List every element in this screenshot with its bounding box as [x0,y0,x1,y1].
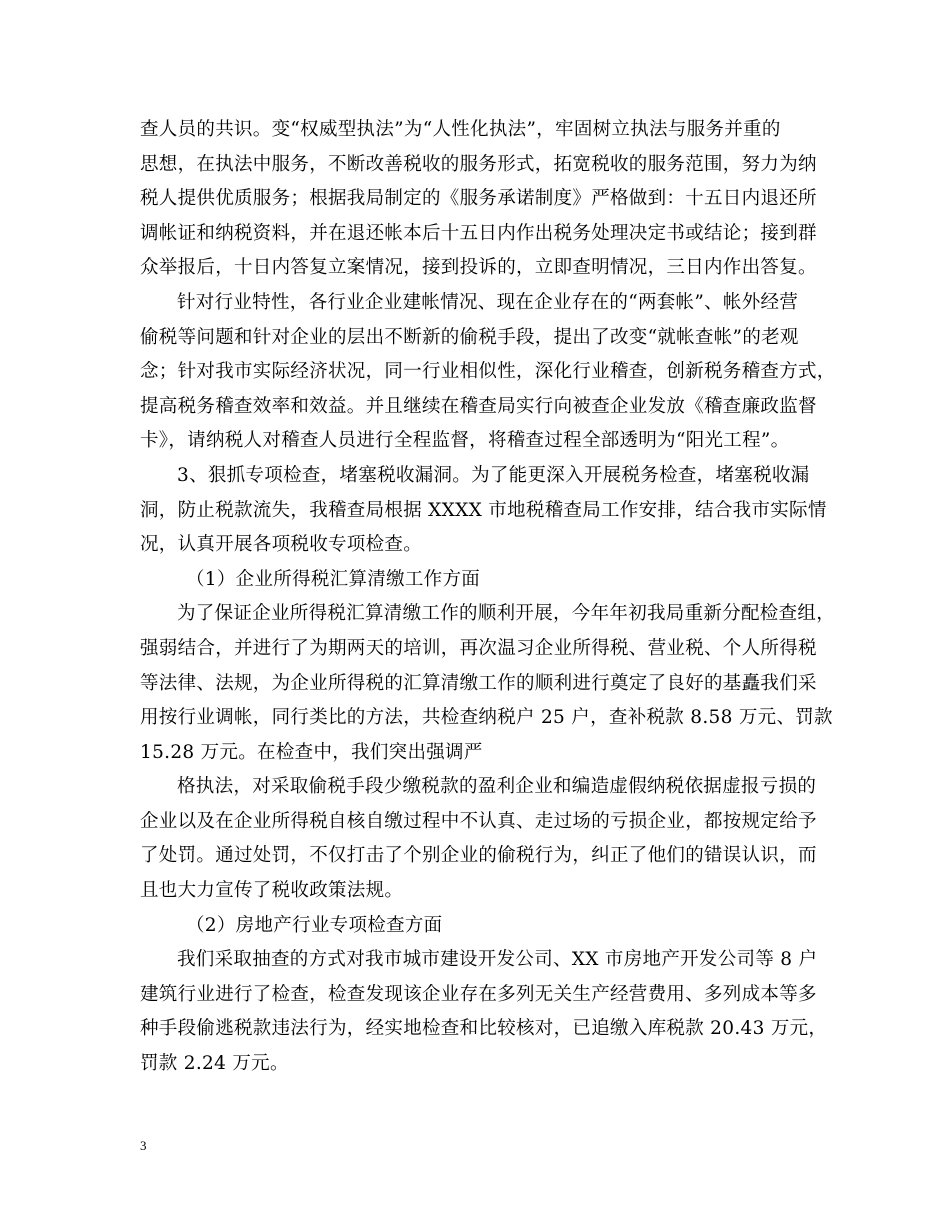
text-line: 企业以及在企业所得税自核自缴过程中不认真、走过场的亏损企业，都按规定给予 [140,810,817,832]
text-line: 洞，防止税款流失，我稽查局根据 XXXX 市地税稽查局工作安排，结合我市实际情 [140,499,827,521]
text-line: 我们采取抽查的方式对我市城市建设开发公司、XX 市房地产开发公司等 8 户 [177,949,818,971]
document-body [140,113,836,1082]
text-line: 针对行业特性，各行业企业建帐情况、现在企业存在的“两套帐”、帐外经营 [177,291,799,313]
text-line: 念；针对我市实际经济状况，同一行业相似性，深化行业稽查，创新税务稽查方式， [140,361,836,383]
text-line: 建筑行业进行了检查，检查发现该企业存在多列无关生产经营费用、多列成本等多 [140,983,817,1005]
text-line: 提高税务稽查效率和效益。并且继续在稽查局实行向被查企业发放《稽查廉政监督 [140,395,817,417]
text-line: 用按行业调帐，同行类比的方法，共检查纳税户 25 户，查补税款 8.58 万元、罚款 [140,707,833,729]
text-line: 且也大力宣传了税收政策法规。 [140,880,404,902]
subheading-1 [140,563,820,598]
text-line: 格执法，对采取偷税手段少缴税款的盈利企业和编造虚假纳税依据虚报亏损的 [177,776,817,798]
text-line: 偷税等问题和针对企业的层出不断新的偷税手段，提出了改变“就帐查帐”的老观 [140,326,799,348]
paragraph-1 [140,113,820,286]
text-line: 思想，在执法中服务，不断改善税收的服务形式，拓宽税收的服务范围，努力为纳 [140,153,817,175]
text-line: 15.28 万元。在检查中，我们突出强调严 [140,741,483,763]
subheading-text: （2）房地产行业专项检查方面 [186,914,443,936]
paragraph-2 [140,286,836,459]
text-line: 强弱结合，并进行了为期两天的培训，再次温习企业所得税、营业税、个人所得税 [140,637,817,659]
text-line: 况，认真开展各项税收专项检查。 [140,534,423,556]
paragraph-4 [140,597,836,770]
text-line: 税人提供优质服务；根据我局制定的《服务承诺制度》严格做到：十五日内退还所 [140,188,817,210]
text-line: 了处罚。通过处罚，不仅打击了个别企业的偷税行为，纠正了他们的错误认识，而 [140,845,817,867]
text-line: 调帐证和纳税资料，并在退还帐本后十五日内作出税务处理决定书或结论；接到群 [140,222,817,244]
text-line: 等法律、法规，为企业所得税的汇算清缴工作的顺利进行奠定了良好的基矗我们采 [140,672,817,694]
paragraph-5 [140,770,820,908]
text-line: 罚款 2.24 万元。 [140,1053,289,1075]
text-line: 众举报后，十日内答复立案情况，接到投诉的，立即查明情况，三日内作出答复。 [140,257,817,279]
page-number: 3 [140,1138,147,1153]
text-line: 3、狠抓专项检查，堵塞税收漏洞。为了能更深入开展税务检查，堵塞税收漏 [177,464,810,486]
text-line: 查人员的共识。变“权威型执法”为“人性化执法”，牢固树立执法与服务并重的 [140,119,781,140]
text-line: 为了保证企业所得税汇算清缴工作的顺利开展，今年年初我局重新分配检查组， [177,603,836,625]
paragraph-3 [140,459,827,563]
paragraph-6 [140,943,828,1081]
text-line: 卡》，请纳税人对稽查人员进行全程监督，将稽查过程全部透明为“阳光工程”。 [140,430,790,452]
text-line: 种手段偷逃税款违法行为，经实地检查和比较核对，已追缴入库税款 20.43 万元， [140,1018,828,1040]
subheading-text: （1）企业所得税汇算清缴工作方面 [186,568,481,590]
subheading-2 [140,909,820,944]
